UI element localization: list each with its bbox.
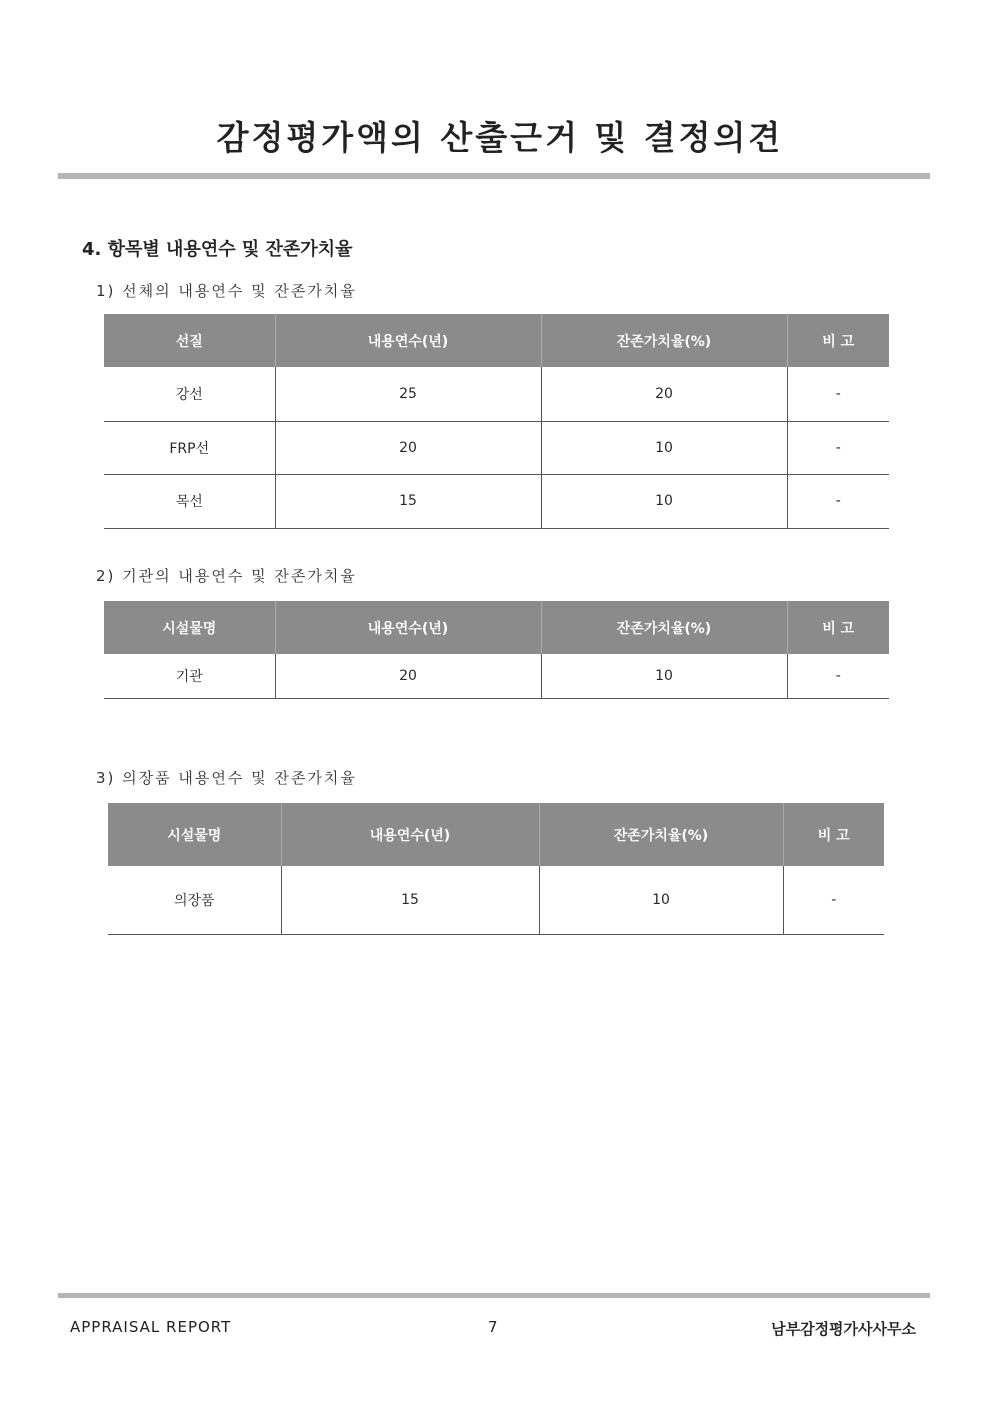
col-header-useful-life: 내용연수(년) [275, 314, 541, 367]
cell-useful-life: 20 [275, 421, 541, 474]
cell-remarks: - [787, 474, 889, 528]
cell-remarks: - [787, 367, 889, 421]
table-row [104, 367, 889, 421]
cell-residual-rate: 10 [541, 421, 787, 474]
cell-residual-rate: 10 [541, 654, 787, 698]
col-header-facility-name: 시설물명 [108, 803, 281, 866]
cell-remarks: - [787, 421, 889, 474]
cell-useful-life: 15 [281, 866, 539, 934]
col-header-remarks: 비 고 [787, 314, 889, 367]
cell-residual-rate: 10 [541, 474, 787, 528]
cell-remarks: - [787, 654, 889, 698]
cell-facility-name: 의장품 [108, 866, 281, 934]
table-row [108, 866, 884, 934]
cell-material: FRP선 [104, 421, 275, 474]
engine-table [104, 601, 889, 699]
section-heading: 4. 항목별 내용연수 및 잔존가치율 [82, 239, 353, 260]
table-header-row [104, 314, 889, 367]
cell-useful-life: 20 [275, 654, 541, 698]
col-header-residual-rate: 잔존가치율(%) [541, 314, 787, 367]
page-number: 7 [488, 1318, 498, 1336]
col-header-facility-name: 시설물명 [104, 601, 275, 654]
cell-useful-life: 25 [275, 367, 541, 421]
table2-caption: 2) 기관의 내용연수 및 잔존가치율 [96, 567, 357, 585]
outfitting-table [108, 803, 884, 935]
footer-report-label: APPRAISAL REPORT [70, 1318, 232, 1336]
cell-material: 목선 [104, 474, 275, 528]
col-header-residual-rate: 잔존가치율(%) [541, 601, 787, 654]
col-header-remarks: 비 고 [787, 601, 889, 654]
footer-office-name: 남부감정평가사사무소 [771, 1320, 916, 1338]
table-row [104, 654, 889, 698]
cell-residual-rate: 10 [539, 866, 783, 934]
header-rule [58, 173, 930, 179]
table-header-row [104, 601, 889, 654]
cell-residual-rate: 20 [541, 367, 787, 421]
table3-caption: 3) 의장품 내용연수 및 잔존가치율 [96, 769, 357, 787]
cell-remarks: - [783, 866, 884, 934]
hull-table [104, 314, 889, 529]
cell-useful-life: 15 [275, 474, 541, 528]
table-row [104, 474, 889, 528]
cell-material: 강선 [104, 367, 275, 421]
footer-rule [58, 1293, 930, 1298]
cell-facility-name: 기관 [104, 654, 275, 698]
col-header-residual-rate: 잔존가치율(%) [539, 803, 783, 866]
col-header-useful-life: 내용연수(년) [275, 601, 541, 654]
page-title: 감정평가액의 산출근거 및 결정의견 [216, 118, 784, 157]
col-header-material: 선질 [104, 314, 275, 367]
col-header-useful-life: 내용연수(년) [281, 803, 539, 866]
col-header-remarks: 비 고 [783, 803, 884, 866]
table-header-row [108, 803, 884, 866]
table1-caption: 1) 선체의 내용연수 및 잔존가치율 [96, 282, 357, 300]
table-row [104, 421, 889, 474]
